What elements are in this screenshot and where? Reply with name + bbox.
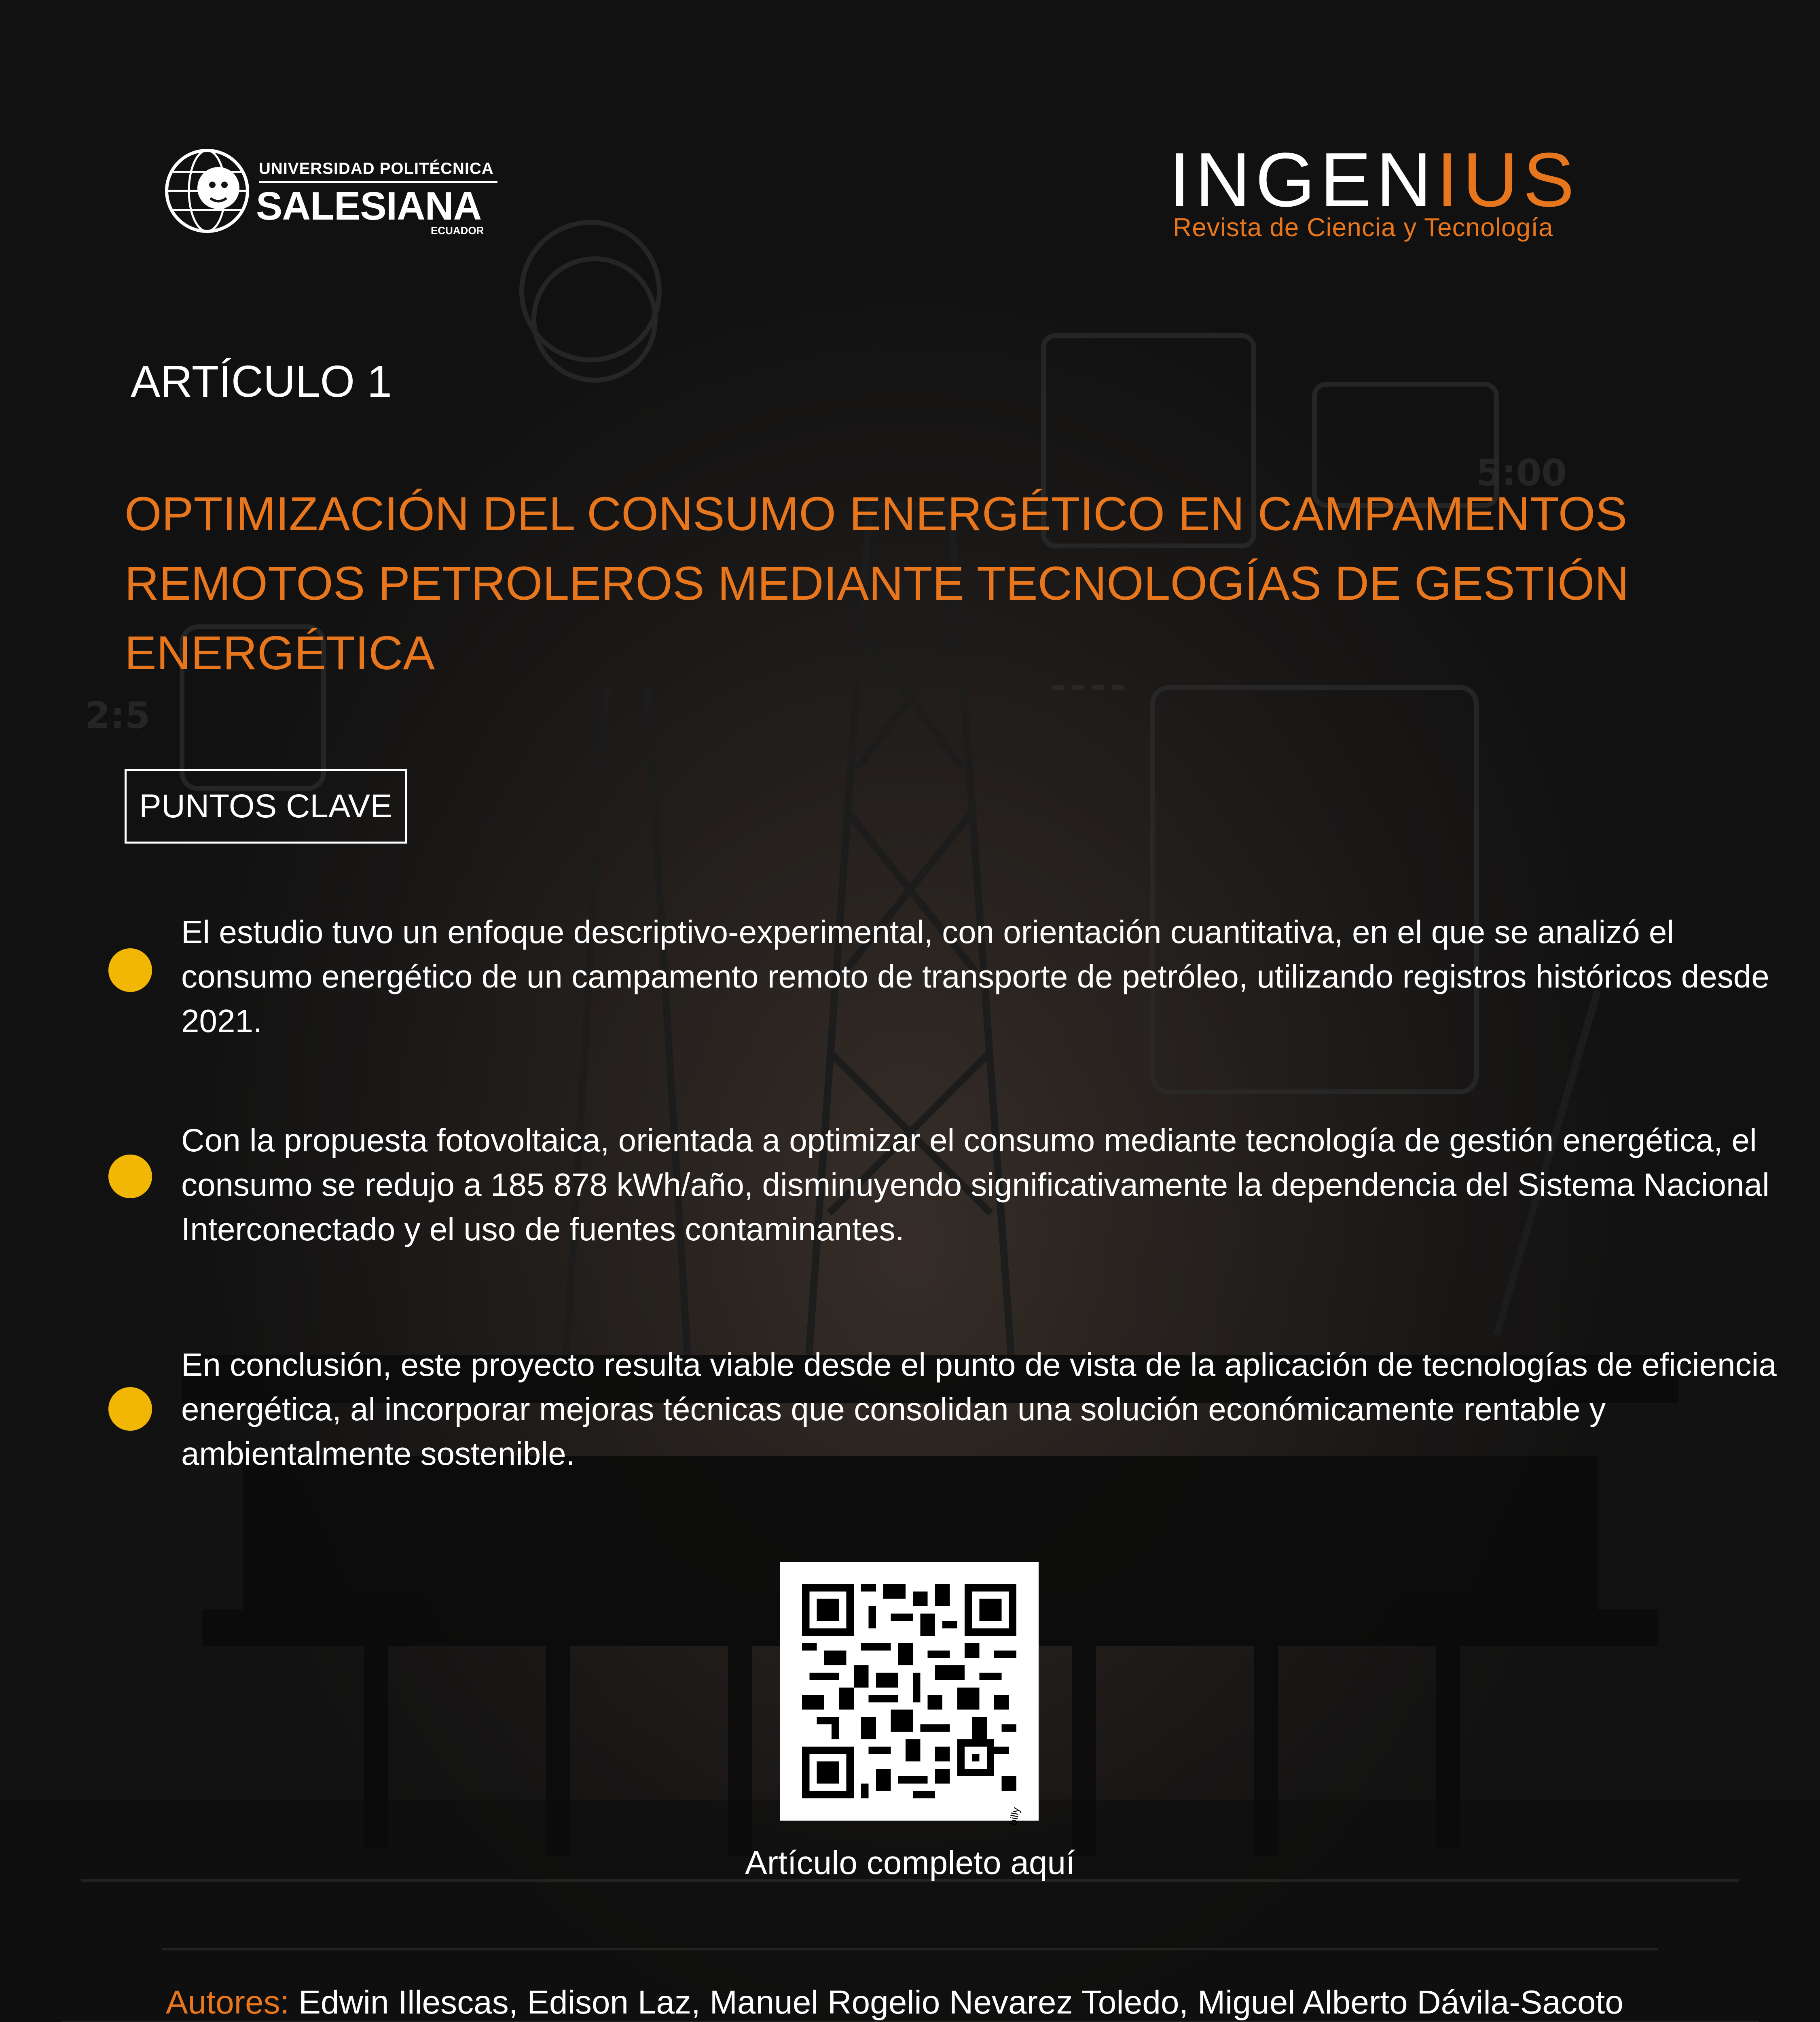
globe-emblem-icon <box>164 148 251 235</box>
university-name-top: UNIVERSIDAD POLITÉCNICA <box>259 160 494 178</box>
background-readout-1: 5:00 <box>1476 452 1567 494</box>
journal-name-part1: INGEN <box>1169 137 1437 223</box>
journal-name-part2: IUS <box>1436 137 1579 223</box>
journal-name <box>1169 137 1579 223</box>
university-logo <box>164 148 499 241</box>
authors-label: Autores: <box>166 1984 290 2021</box>
article-title: OPTIMIZACIÓN DEL CONSUMO ENERGÉTICO EN CAMPAMENTOS REMOTOS PETROLEROS MEDIANTE TECNOLOGÍAS DE GESTIÓN ENERGÉTICA <box>125 487 1629 680</box>
university-country: ECUADOR <box>431 224 484 237</box>
qr-brand-badge: billy <box>1007 1806 1022 1826</box>
key-point-text: Con la propuesta fotovoltaica, orientada a optimizar el consumo mediante tecnología de gestión energética, el consumo se redujo a 185 878 kWh/año, disminuyendo significativamente la dependencia del Sistema Nacional Interconectado y el uso de fuentes contaminantes. <box>181 1122 1769 1247</box>
key-points-label: PUNTOS CLAVE <box>125 769 407 844</box>
authors-line <box>166 1984 1623 2022</box>
journal-subtitle: Revista de Ciencia y Tecnología <box>1173 213 1553 242</box>
authors-names: Edwin Illescas, Edison Laz, Manuel Rogelio Nevarez Toledo, Miguel Alberto Dávila-Sacoto <box>298 1984 1623 2021</box>
logo-divider <box>259 181 497 183</box>
background-readout-2: 2:5 <box>85 694 150 737</box>
qr-caption: Artículo completo aquí <box>745 1844 1075 1881</box>
bullet-dot-icon <box>108 1387 152 1431</box>
article-number: ARTÍCULO 1 <box>131 357 392 406</box>
bullet-dot-icon <box>108 948 152 992</box>
key-point-text: El estudio tuvo un enfoque descriptivo-experimental, con orientación cuantitativa, en el que se analizó el consumo energético de un campamento remoto de transporte de petróleo, utilizando registros históricos desde 2021. <box>181 914 1769 1039</box>
bullet-dot-icon <box>108 1155 152 1198</box>
key-point-text: En conclusión, este proyecto resulta viable desde el punto de vista de la aplicación de tecnologías de eficiencia energética, al incorporar mejoras técnicas que consolidan una solución económicamente rentable y ambientalmente sostenible. <box>181 1347 1777 1472</box>
qr-code-pattern-icon <box>802 1584 1016 1798</box>
qr-code[interactable] <box>780 1562 1039 1826</box>
journal-logo <box>1169 137 1727 247</box>
university-name-main: SALESIANA <box>256 184 482 228</box>
